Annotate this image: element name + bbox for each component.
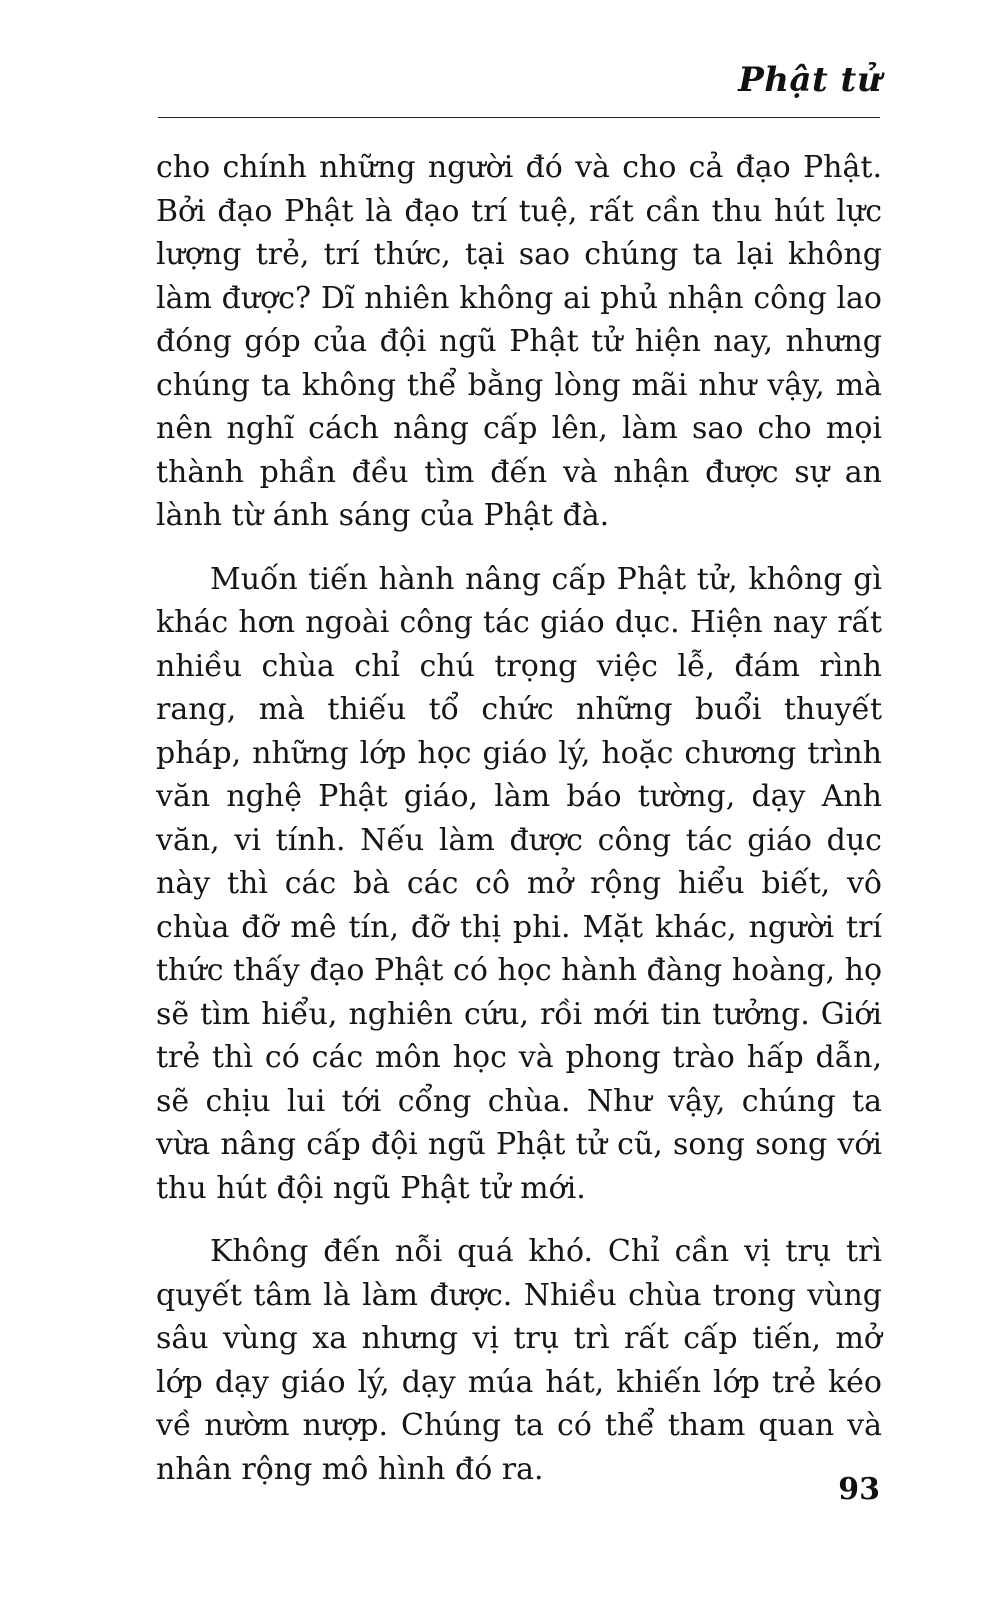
paragraph-continued: cho chính những người đó và cho cả đạo Phật. Bởi đạo Phật là đạo trí tuệ, rất cần thu hút lực lượng trẻ, trí thức, tại sao chúng ta lại không làm được? Dĩ nhiên không ai phủ nhận công lao đóng góp của đội ngũ Phật tử hiện nay, nhưng chúng ta không thể bằng lòng mãi như vậy, mà nên nghĩ cách nâng cấp lên, làm sao cho mọi thành phần đều tìm đến và nhận được sự an lành từ ánh sáng của Phật đà.	[156, 150, 882, 533]
paragraph: Muốn tiến hành nâng cấp Phật tử, không gì khác hơn ngoài công tác giáo dục. Hiện nay rất nhiều chùa chỉ chú trọng việc lễ, đám rình rang, mà thiếu tổ chức những buổi thuyết pháp, những lớp học giáo lý, hoặc chương trình văn nghệ Phật giáo, làm báo tường, dạy Anh văn, vi tính. Nếu làm được công tác giáo dục này thì các bà các cô mở rộng hiểu biết, vô chùa đỡ mê tín, đỡ thị phi. Mặt khác, người trí thức thấy đạo Phật có học hành đàng hoàng, họ sẽ tìm hiểu, nghiên cứu, rồi mới tin tưởng. Giới trẻ thì có các môn học và phong trào hấp dẫn, sẽ chịu lui tới cổng chùa. Như vậy, chúng ta vừa nâng cấp đội ngũ Phật tử cũ, song song với thu hút đội ngũ Phật tử mới.	[156, 561, 882, 1206]
page-number: 93	[838, 1472, 880, 1507]
running-header-title: Phật tử	[738, 60, 882, 100]
header-divider	[158, 117, 880, 118]
body-text	[156, 146, 882, 1511]
paragraph: Không đến nỗi quá khó. Chỉ cần vị trụ trì quyết tâm là làm được. Nhiều chùa trong vùng sâu vùng xa nhưng vị trụ trì rất cấp tiến, mở lớp dạy giáo lý, dạy múa hát, khiến lớp trẻ kéo về nườm nượp. Chúng ta có thể tham quan và nhân rộng mô hình đó ra.	[156, 1234, 882, 1487]
